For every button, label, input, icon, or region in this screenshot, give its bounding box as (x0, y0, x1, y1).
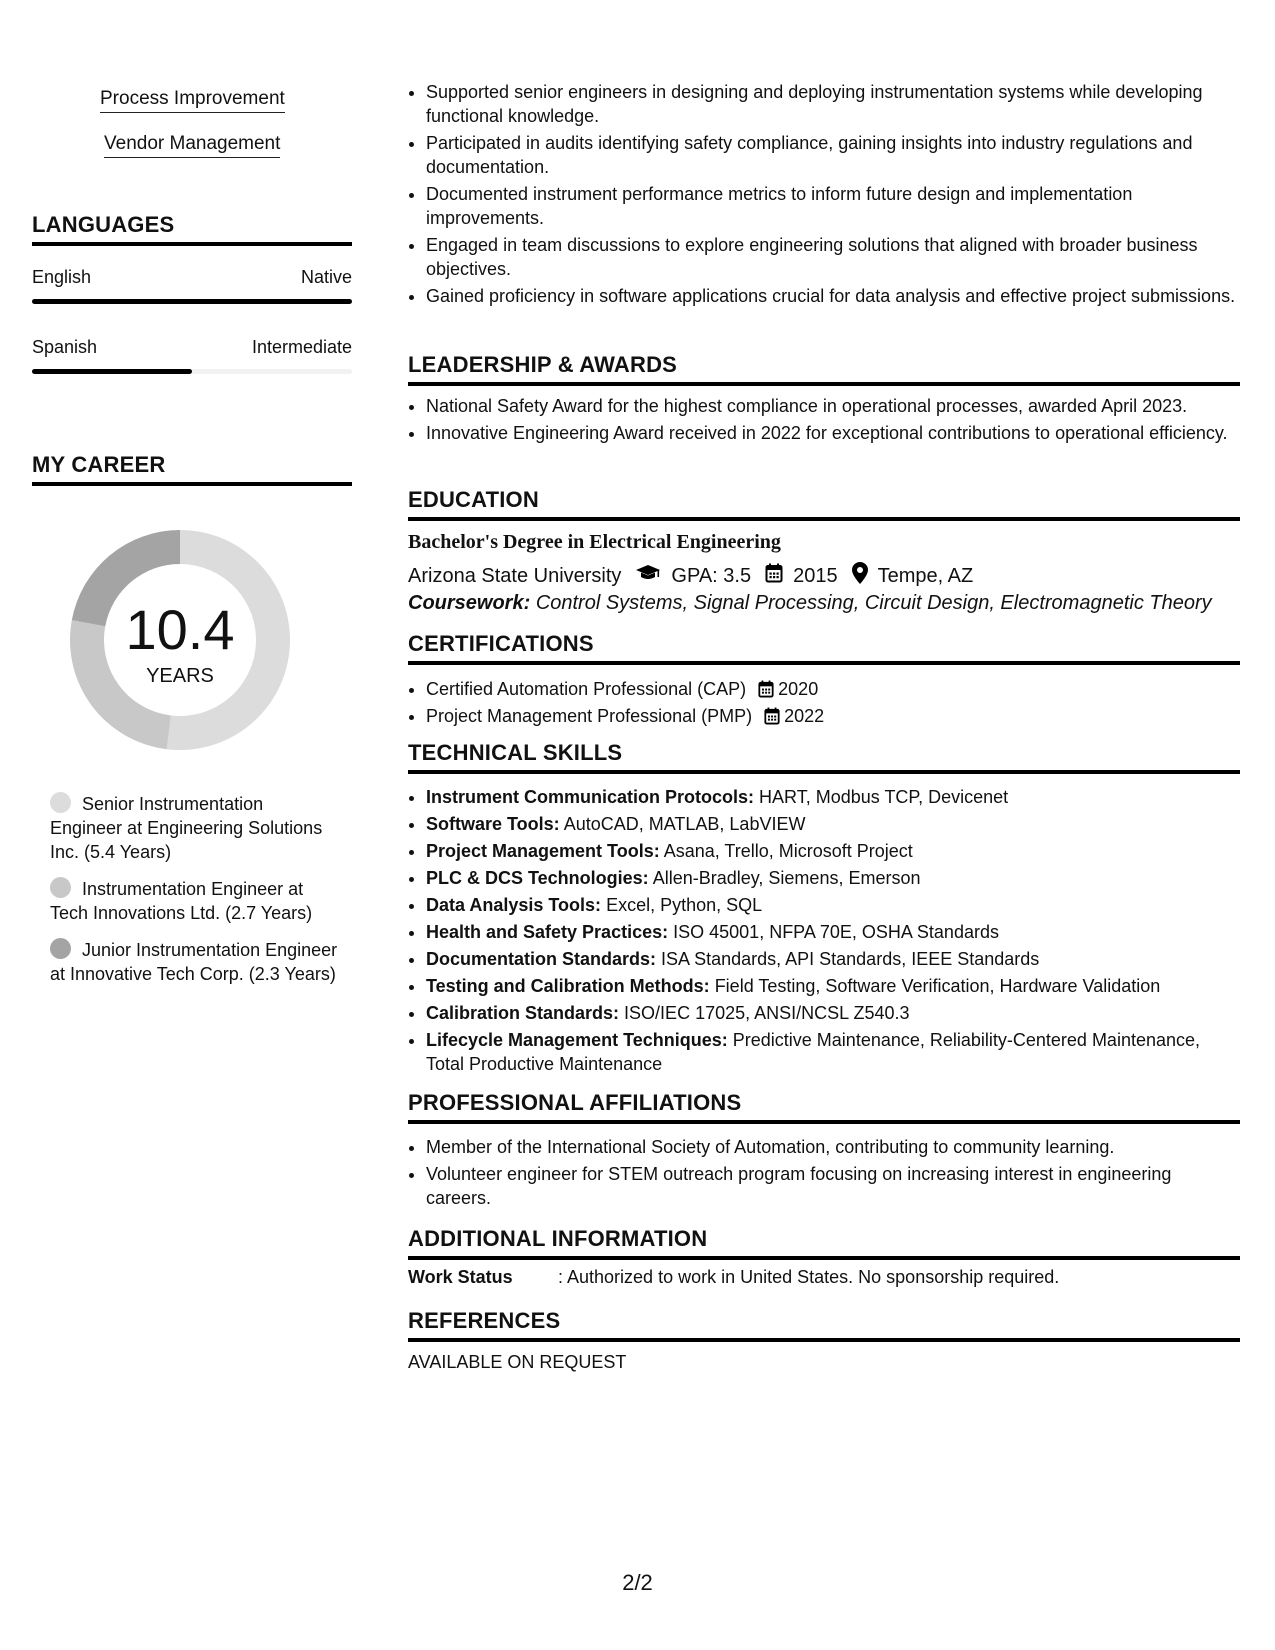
list-item: • Documentation Standards: ISA Standards, API Standards, IEEE Standards (426, 947, 1240, 971)
school-location: Tempe, AZ (877, 564, 974, 587)
school-name: Arizona State University (408, 564, 622, 587)
certification-name: • Project Management Professional (PMP) (426, 706, 753, 726)
career-total-value: 10.4 (125, 598, 235, 661)
leadership-heading: LEADERSHIP & AWARDS (408, 352, 1240, 386)
list-item: • Engaged in team discussions to explore engineering solutions that aligned with broader business objectives. (426, 233, 1240, 281)
experience-bullets (408, 80, 1240, 311)
list-item: • Lifecycle Management Techniques: Predictive Maintenance, Reliability-Centered Maintenance, Total Productive Maintenance (426, 1028, 1240, 1076)
coursework (408, 592, 1212, 615)
languages-heading: LANGUAGES (32, 212, 352, 246)
list-item (426, 677, 1240, 701)
list-item: • National Safety Award for the highest compliance in operational processes, awarded April 2023. (426, 394, 1240, 418)
language-proficiency-bar (32, 299, 352, 304)
list-item: • Innovative Engineering Award received in 2022 for exceptional contributions to operational efficiency. (426, 421, 1240, 445)
legend-label: Junior Instrumentation Engineer at Innovative Tech Corp. (2.3 Years) (50, 940, 338, 984)
work-status-value: : Authorized to work in United States. No sponsorship required. (558, 1267, 1060, 1287)
additional-info-heading: ADDITIONAL INFORMATION (408, 1226, 1240, 1260)
list-item: • Data Analysis Tools: Excel, Python, SQL (426, 893, 1240, 917)
list-item: • Instrument Communication Protocols: HART, Modbus TCP, Devicenet (426, 785, 1240, 809)
coursework-label: Coursework: (408, 592, 531, 614)
list-item: • Software Tools: AutoCAD, MATLAB, LabVIEW (426, 812, 1240, 836)
legend-label: Instrumentation Engineer at Tech Innovations Ltd. (2.7 Years) (50, 879, 313, 923)
calendar-icon (758, 680, 774, 698)
language-row (32, 337, 352, 389)
language-proficiency-bar (32, 369, 352, 374)
certifications-heading: CERTIFICATIONS (408, 631, 1240, 665)
map-pin-icon (852, 562, 868, 590)
certification-year: 2022 (784, 706, 825, 726)
language-level: Intermediate (251, 337, 352, 357)
skill-tag: Process Improvement (100, 88, 285, 113)
list-item: • Documented instrument performance metrics to inform future design and implementation improvements. (426, 182, 1240, 230)
language-name: Spanish (32, 337, 98, 357)
work-status (408, 1267, 1059, 1288)
legend-swatch (50, 938, 71, 959)
list-item (426, 704, 1240, 728)
career-legend-item (50, 938, 340, 986)
certification-year: 2020 (778, 679, 819, 699)
language-proficiency-fill (32, 369, 192, 374)
references-text: AVAILABLE ON REQUEST (408, 1352, 627, 1372)
graduation-year: 2015 (793, 564, 838, 587)
page-number: 2/2 (622, 1570, 653, 1595)
calendar-icon (765, 563, 783, 589)
list-item: • Member of the International Society of Automation, contributing to community learning. (426, 1135, 1240, 1159)
legend-label: Senior Instrumentation Engineer at Engineering Solutions Inc. (5.4 Years) (50, 794, 323, 862)
language-level: Native (300, 267, 352, 287)
list-item: • Supported senior engineers in designing and deploying instrumentation systems while developing functional knowledge. (426, 80, 1240, 128)
language-proficiency-fill (32, 299, 352, 304)
coursework-list: Control Systems, Signal Processing, Circuit Design, Electromagnetic Theory (535, 592, 1212, 614)
legend-swatch (50, 792, 71, 813)
affiliations-heading: PROFESSIONAL AFFILIATIONS (408, 1090, 1240, 1124)
list-item: • Testing and Calibration Methods: Field Testing, Software Verification, Hardware Validation (426, 974, 1240, 998)
calendar-icon (764, 707, 780, 725)
list-item: • Gained proficiency in software applications crucial for data analysis and effective project submissions. (426, 284, 1240, 308)
list-item: • Health and Safety Practices: ISO 45001, NFPA 70E, OSHA Standards (426, 920, 1240, 944)
language-name: English (32, 267, 92, 287)
degree-title: Bachelor's Degree in Electrical Engineering (408, 531, 781, 553)
gpa: GPA: 3.5 (671, 564, 752, 587)
references-heading: REFERENCES (408, 1308, 1240, 1342)
career-heading: MY CAREER (32, 452, 352, 486)
education-details (408, 562, 973, 590)
list-item: • Calibration Standards: ISO/IEC 17025, ANSI/NCSL Z540.3 (426, 1001, 1240, 1025)
career-legend-item (50, 792, 340, 864)
list-item: • Project Management Tools: Asana, Trello, Microsoft Project (426, 839, 1240, 863)
certification-name: • Certified Automation Professional (CAP) (426, 679, 747, 699)
education-heading: EDUCATION (408, 487, 1240, 521)
affiliations-list (408, 1135, 1240, 1213)
legend-swatch (50, 877, 71, 898)
career-donut-chart (65, 525, 295, 755)
technical-skills-list (408, 785, 1240, 1079)
list-item: • Volunteer engineer for STEM outreach program focusing on increasing interest in engineering careers. (426, 1162, 1240, 1210)
work-status-label: Work Status (408, 1267, 513, 1287)
skill-tag: Vendor Management (104, 133, 280, 158)
career-legend-item (50, 877, 340, 925)
technical-skills-heading: TECHNICAL SKILLS (408, 740, 1240, 774)
list-item: • Participated in audits identifying safety compliance, gaining insights into industry regulations and documentation. (426, 131, 1240, 179)
list-item: • PLC & DCS Technologies: Allen-Bradley, Siemens, Emerson (426, 866, 1240, 890)
career-total-unit: YEARS (146, 665, 214, 687)
language-row (32, 267, 352, 319)
certifications-list (408, 677, 1240, 731)
graduation-cap-icon (635, 564, 661, 588)
leadership-bullets (408, 394, 1240, 448)
